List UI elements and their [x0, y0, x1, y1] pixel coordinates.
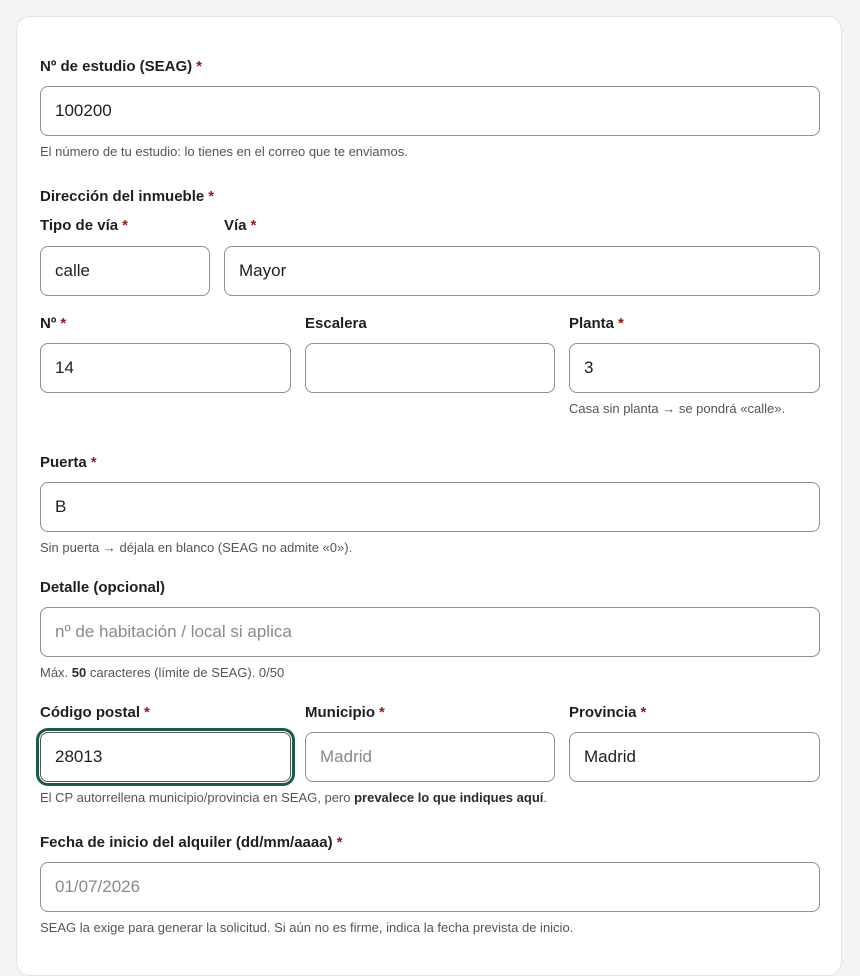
floor-hint: Casa sin planta → se pondrá «calle».	[569, 401, 786, 416]
number-input[interactable]: 14	[40, 343, 291, 393]
required-mark: *	[250, 217, 257, 234]
required-mark: *	[618, 315, 624, 332]
required-mark: *	[60, 315, 67, 332]
start-date-hint: SEAG la exige para generar la solicitud. Si aún no es firme, indica la fecha prevista de inicio.	[40, 920, 574, 935]
street-type-input[interactable]: calle	[40, 246, 210, 296]
required-mark: *	[379, 704, 385, 721]
postal-code-label: Código postal *	[40, 704, 150, 721]
required-mark: *	[336, 834, 343, 851]
required-mark: *	[90, 454, 97, 471]
street-type-label: Tipo de vía *	[40, 217, 128, 234]
stair-label: Escalera	[305, 315, 367, 332]
stair-input[interactable]	[305, 343, 555, 393]
required-mark: *	[144, 704, 150, 721]
floor-input[interactable]: 3	[569, 343, 820, 393]
street-label: Vía *	[224, 217, 257, 234]
required-mark: *	[196, 58, 202, 75]
door-input[interactable]: B	[40, 482, 820, 532]
required-mark: *	[640, 704, 647, 721]
number-label: Nº *	[40, 315, 67, 332]
study-number-label: Nº de estudio (SEAG) *	[40, 58, 202, 75]
province-label: Provincia *	[569, 704, 647, 721]
postal-code-hint: El CP autorrellena municipio/provincia en SEAG, pero prevalece lo que indiques aquí.	[40, 790, 547, 805]
study-number-hint: El número de tu estudio: lo tienes en el correo que te enviamos.	[40, 144, 408, 159]
required-mark: *	[208, 188, 215, 205]
door-hint: Sin puerta → déjala en blanco (SEAG no admite «0»).	[40, 540, 353, 555]
required-mark: *	[122, 217, 128, 234]
floor-label: Planta *	[569, 315, 624, 332]
detail-input[interactable]: nº de habitación / local si aplica	[40, 607, 820, 657]
province-input[interactable]: Madrid	[569, 732, 820, 782]
start-date-label: Fecha de inicio del alquiler (dd/mm/aaaa) *	[40, 834, 343, 851]
street-input[interactable]: Mayor	[224, 246, 820, 296]
start-date-input[interactable]: 01/07/2026	[40, 862, 820, 912]
detail-hint: Máx. 50 caracteres (límite de SEAG). 0/50	[40, 665, 285, 680]
postal-code-input[interactable]: 28013	[40, 732, 291, 782]
detail-label: Detalle (opcional)	[40, 579, 166, 596]
study-number-input[interactable]: 100200	[40, 86, 820, 136]
door-label: Puerta *	[40, 454, 97, 471]
address-section-label: Dirección del inmueble *	[40, 188, 215, 205]
municipality-label: Municipio *	[305, 704, 385, 721]
municipality-input[interactable]: Madrid	[305, 732, 555, 782]
